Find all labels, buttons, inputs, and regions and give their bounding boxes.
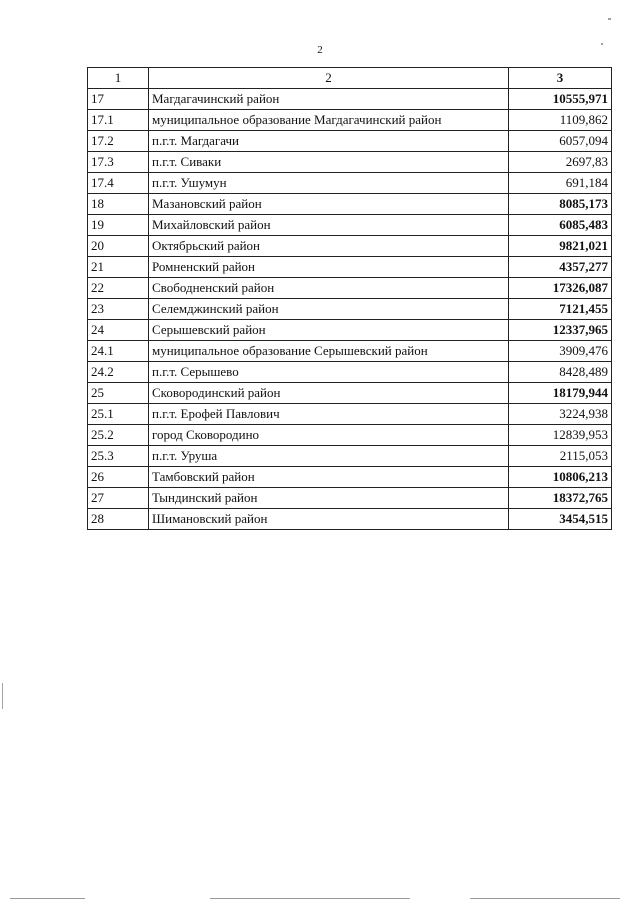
table-row [88,509,612,530]
row-name: п.г.т. Серышево [149,362,509,383]
row-name: Шимановский район [149,509,509,530]
row-name: Тындинский район [149,488,509,509]
row-name: п.г.т. Ерофей Павлович [149,404,509,425]
scan-speck [608,18,611,20]
row-amount: 3909,476 [509,341,612,362]
row-number: 26 [88,467,149,488]
row-amount: 8085,173 [509,194,612,215]
table-row [88,362,612,383]
row-amount: 7121,455 [509,299,612,320]
row-amount: 3454,515 [509,509,612,530]
column-header-name: 2 [149,68,509,89]
table-row [88,257,612,278]
row-number: 25.3 [88,446,149,467]
row-amount: 17326,087 [509,278,612,299]
row-name: город Сковородино [149,425,509,446]
row-number: 19 [88,215,149,236]
scan-speck [2,683,3,709]
row-number: 18 [88,194,149,215]
table-row [88,173,612,194]
row-amount: 18179,944 [509,383,612,404]
row-amount: 12337,965 [509,320,612,341]
row-number: 17.3 [88,152,149,173]
row-name: Октябрьский район [149,236,509,257]
row-name: Свободненский район [149,278,509,299]
table-row [88,236,612,257]
row-number: 20 [88,236,149,257]
row-amount: 10555,971 [509,89,612,110]
table-row [88,320,612,341]
row-number: 17.2 [88,131,149,152]
row-number: 28 [88,509,149,530]
table-row [88,131,612,152]
table-row [88,110,612,131]
row-name: Мазановский район [149,194,509,215]
row-number: 25 [88,383,149,404]
row-name: муниципальное образование Магдагачинский район [149,110,509,131]
row-name: п.г.т. Ушумун [149,173,509,194]
table-row [88,467,612,488]
table-row [88,446,612,467]
row-amount: 691,184 [509,173,612,194]
row-number: 25.2 [88,425,149,446]
row-amount: 9821,021 [509,236,612,257]
row-name: п.г.т. Магдагачи [149,131,509,152]
row-amount: 1109,862 [509,110,612,131]
row-amount: 6057,094 [509,131,612,152]
row-amount: 6085,483 [509,215,612,236]
table-row [88,404,612,425]
table-row [88,89,612,110]
scan-edge-line [210,898,410,899]
row-number: 21 [88,257,149,278]
row-name: Серышевский район [149,320,509,341]
row-number: 17.4 [88,173,149,194]
row-amount: 18372,765 [509,488,612,509]
row-amount: 10806,213 [509,467,612,488]
table-row [88,152,612,173]
column-header-amount: 3 [509,68,612,89]
row-number: 24.2 [88,362,149,383]
row-name: муниципальное образование Серышевский район [149,341,509,362]
table-row [88,341,612,362]
row-name: Ромненский район [149,257,509,278]
scan-edge-line [470,898,620,899]
budget-table [87,67,612,530]
row-number: 27 [88,488,149,509]
table-row [88,215,612,236]
row-name: Михайловский район [149,215,509,236]
row-number: 17.1 [88,110,149,131]
column-header-number: 1 [88,68,149,89]
table-row [88,299,612,320]
table-row [88,383,612,404]
row-name: п.г.т. Уруша [149,446,509,467]
row-amount: 3224,938 [509,404,612,425]
table-header-row [88,68,612,89]
table-row [88,425,612,446]
row-number: 24 [88,320,149,341]
table-body [88,89,612,530]
table-row [88,278,612,299]
row-amount: 12839,953 [509,425,612,446]
table-row [88,488,612,509]
row-number: 24.1 [88,341,149,362]
row-name: Магдагачинский район [149,89,509,110]
row-number: 22 [88,278,149,299]
row-number: 25.1 [88,404,149,425]
page-number: 2 [317,44,323,56]
row-number: 17 [88,89,149,110]
row-name: Тамбовский район [149,467,509,488]
row-amount: 8428,489 [509,362,612,383]
row-name: Селемджинский район [149,299,509,320]
row-amount: 2115,053 [509,446,612,467]
row-name: Сковородинский район [149,383,509,404]
row-amount: 4357,277 [509,257,612,278]
scan-edge-line [10,898,85,899]
row-number: 23 [88,299,149,320]
row-name: п.г.т. Сиваки [149,152,509,173]
scan-speck [601,43,603,45]
table-row [88,194,612,215]
row-amount: 2697,83 [509,152,612,173]
